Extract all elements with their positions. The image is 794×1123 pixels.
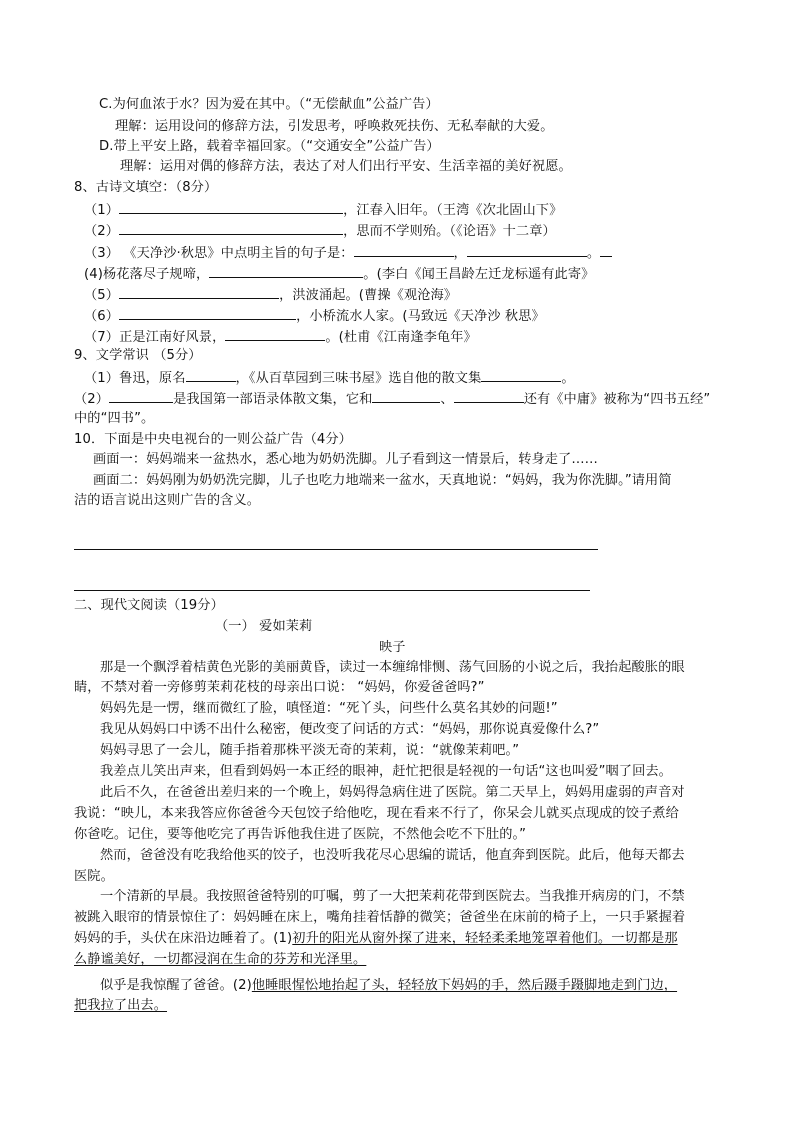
paragraph-line: 你爸吃。记住，要等他吃完了再告诉他我住进了医院，不然他会吃不下肚的。” [74,827,527,842]
q8-item-6-text: ，小桥流水人家。(马致远《天净沙 秋思》 [296,309,545,324]
q9-item-1-blank-b[interactable] [481,367,561,382]
q9-title: 9、文学常识 （5分） [74,348,202,363]
q8-item-4 [84,263,594,285]
q10-scene-1: 画面一：妈妈端来一盆热水，悉心地为奶奶洗脚。儿子看到这一情景后，转身走了…… [93,452,598,467]
paragraph-line: 医院。 [74,869,114,884]
reading-author: 映子 [379,640,406,655]
q8-item-5-number: （5） [84,288,120,303]
q8-item-3-blank-b[interactable] [467,242,587,257]
q8-item-7-source: 。(杜甫《江南逢李龟年》 [325,330,477,345]
q8-item-4-source: 。(李白《闻王昌龄左迁龙标遥有此寄》 [363,267,595,282]
q8-item-3 [84,242,612,264]
q8-item-6 [84,305,545,327]
paragraph-line: 我见从妈妈口中诱不出什么秘密，便改变了问话的方式：“妈妈，那你说真爱像什么?” [100,722,600,737]
underlined-sentence-2: 他睡眼惺忪地抬起了头，轻轻放下妈妈的手，然后蹑手蹑脚地走到门边， [251,978,678,993]
reading-passage-title: （一） 爱如茉莉 [215,619,313,634]
q8-item-7-text: （7）正是江南好风景， [84,330,226,345]
paragraph-text: 妈妈的手，头伏在床沿边睡着了。(1) [74,931,293,946]
paragraph-line: 妈妈先是一愣，继而微红了脸，嗔怪道：“死丫头，问些什么莫名其妙的问题!” [100,701,558,716]
option-d-explanation: 理解：运用对偶的修辞方法，表达了对人们出行平安、生活幸福的美好祝愿。 [120,159,572,174]
paragraph-line: 此后不久，在爸爸出差归来的一个晚上，妈妈得急病住进了医院。第二天早上，妈妈用虚弱的声音对 [100,785,685,800]
q8-item-3-blank-a[interactable] [354,242,454,257]
q10-answer-line-2[interactable] [74,590,590,591]
paragraph-line [100,976,677,996]
underlined-sentence-1: 初升的阳光从窗外探了进来，轻轻柔柔地笼罩着他们。一切都是那 [292,931,678,946]
q8-item-1-text: ，江春入旧年。（王湾《次北固山下》 [343,203,563,218]
paragraph-text: 似乎是我惊醒了爸爸。(2) [100,978,252,993]
q9-item-2 [74,388,710,410]
q9-item-1-text: （1）鲁迅，原名 [84,371,186,386]
paragraph-line: 妈妈寻思了一会儿，随手指着那株平淡无奇的茉莉，说：“就像茉莉吧。” [100,743,520,758]
reading-section-title: 二、现代文阅读（19分） [74,598,224,613]
paragraph-line: 被跳入眼帘的情景惊住了：妈妈睡在床上，嘴角挂着恬静的微笑；爸爸坐在床前的椅子上，一只手紧握着 [74,910,686,925]
q8-item-1-blank[interactable] [119,199,343,214]
paragraph-line: 睛，不禁对着一旁修剪茉莉花枝的母亲出口说： “妈妈，你爱爸爸吗?” [74,680,485,695]
q8-item-2 [84,220,556,242]
paragraph-line: 我差点儿笑出声来，但看到妈妈一本正经的眼神，赶忙把很是轻视的一句话“这也叫爱”咽了回去。 [100,764,672,779]
q8-item-2-text: ，思而不学则殆。（《论语》十二章） [343,224,556,239]
q8-item-2-blank[interactable] [119,220,343,235]
q8-item-7-blank[interactable] [225,326,325,341]
q8-item-7 [84,326,477,348]
paragraph-line: 那是一个飘浮着桔黄色光影的美丽黄昏，读过一本缠绵悱恻、荡气回肠的小说之后，我抬起酸胀的眼 [100,660,685,675]
q9-item-1 [84,367,575,389]
q8-item-6-blank[interactable] [119,305,296,320]
q8-title: 8、古诗文填空：（8分） [74,180,218,195]
paragraph-line: 然而，爸爸没有吃我给他买的饺子，也没听我花尽心思编的谎话，他直奔到医院。此后，他每天都去 [100,848,685,863]
q8-item-3-tail-line [600,242,612,257]
q9-item-2-blank-c[interactable] [454,388,524,403]
q8-item-2-number: （2） [84,224,120,239]
q9-item-2-blank-b[interactable] [372,388,440,403]
option-c-explanation: 理解：运用设问的修辞方法，引发思考，呼唤救死扶伤、无私奉献的大爱。 [115,119,554,134]
q9-item-1-end: 。 [561,371,575,386]
option-d: D.带上平安上路，载着幸福回家。（“交通安全”公益广告） [99,139,440,154]
q9-item-1-blank-a[interactable] [186,367,236,382]
q9-item-2-text-d: 还有《中庸》被称为“四书五经” [523,392,711,407]
q8-item-1-number: （1） [84,203,120,218]
q8-item-3-text: （3） 《天净沙·秋思》中点明主旨的句子是： [84,246,354,261]
underlined-sentence-2-cont: 把我拉了出去。 [74,998,168,1013]
q9-item-2-blank-a[interactable] [109,388,173,403]
q10-scene-2-cont: 洁的语言说出这则广告的含义。 [74,493,261,508]
q8-item-5-text: ，洪波涌起。(曹操《观沧海》 [279,288,458,303]
q9-item-1-text-b: ，《从百草园到三味书屋》选自他的散文集 [235,371,482,386]
q8-item-4-text: (4)杨花落尽子规啼， [84,267,210,282]
q10-title: 10．下面是中央电视台的一则公益广告（4分） [74,432,352,447]
paragraph-line: 一个清新的早晨。我按照爸爸特别的叮嘱，剪了一大把茉莉花带到医院去。当我推开病房的门，不禁 [100,889,685,904]
option-c: C.为何血浓于水？因为爱在其中。（“无偿献血”公益广告） [99,97,439,112]
q9-item-2-sep: 、 [440,392,454,407]
q9-item-2-number: （2） [74,392,110,407]
paragraph-line: 我说：“映儿，本来我答应你爸爸今天包饺子给他吃，现在看来不行了，你呆会儿就买点现成的饺子煮给 [74,806,679,821]
q8-item-4-blank[interactable] [209,263,363,278]
q9-item-2-text-b: 是我国第一部语录体散文集，它和 [173,392,373,407]
q8-item-5 [84,284,457,306]
paragraph-line [74,929,678,949]
q10-answer-line-1[interactable] [74,549,598,550]
q8-item-3-comma: ， [453,246,467,261]
q10-scene-2: 画面二：妈妈刚为奶奶洗完脚，儿子也吃力地端来一盆水，天真地说：“妈妈，我为你洗脚。”请用简 [93,473,672,488]
underlined-sentence-1-cont: 么静谧美好，一切都浸润在生命的芬芳和光泽里。 [74,952,367,967]
q9-item-2-cont: 中的“四书”。 [74,411,155,426]
q8-item-3-end: 。 [586,246,601,261]
q8-item-6-number: （6） [84,309,120,324]
q8-item-1 [84,199,562,221]
q8-item-5-blank[interactable] [119,284,279,299]
